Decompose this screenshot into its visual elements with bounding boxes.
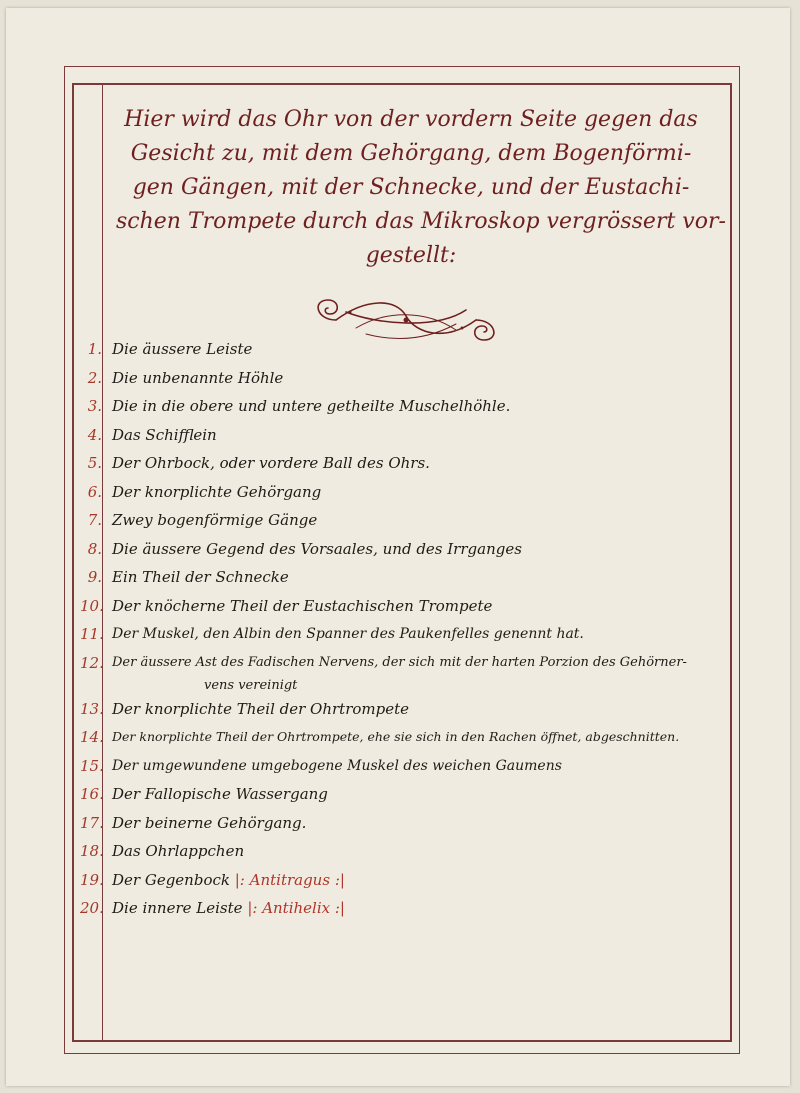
item-number: 13. — [80, 699, 104, 718]
list-item — [80, 620, 720, 649]
list-item — [80, 695, 720, 724]
item-text: Der knöcherne Theil der Eustachischen Trompete — [112, 596, 493, 615]
list-item — [80, 723, 720, 752]
item-number: 11. — [80, 625, 104, 643]
item-text — [112, 649, 687, 695]
list-item — [80, 563, 720, 592]
list-item — [80, 364, 720, 393]
list-item — [80, 649, 720, 695]
list-item — [80, 335, 720, 364]
item-text-continuation: vens vereinigt — [204, 677, 298, 693]
item-number: 10. — [80, 596, 104, 615]
item-text: Die äussere Gegend des Vorsaales, und des Irrganges — [112, 539, 522, 558]
item-number: 20. — [80, 899, 104, 917]
item-number: 4. — [87, 425, 102, 444]
item-text — [112, 894, 345, 922]
list-item — [80, 837, 720, 866]
item-number: 16. — [80, 785, 104, 803]
list-item — [80, 478, 720, 507]
item-latin-note: |: Antitragus :| — [234, 870, 345, 889]
list-item — [80, 449, 720, 478]
list-item — [80, 894, 720, 923]
list-item — [80, 780, 720, 809]
list-item — [80, 421, 720, 450]
item-number: 17. — [80, 813, 104, 832]
list-item — [80, 535, 720, 564]
item-text: Der beinerne Gehörgang. — [112, 813, 307, 832]
item-text: Der knorplichte Theil der Ohrtrompete — [112, 699, 410, 718]
item-text: Zwey bogenförmige Gänge — [112, 511, 318, 529]
item-number: 5. — [87, 454, 102, 472]
item-number: 8. — [87, 539, 102, 558]
item-number: 1. — [87, 340, 102, 358]
item-number: 3. — [87, 397, 102, 415]
title-line: gen Gängen, mit der Schnecke, und der Eustachi- — [132, 175, 690, 200]
item-label: Der Gegenbock — [112, 870, 230, 889]
item-text: Der Ohrbock, oder vordere Ball des Ohrs. — [112, 454, 430, 472]
title-line: schen Trompete durch das Mikroskop vergrössert vor- — [116, 209, 726, 234]
title-line: gestellt: — [365, 243, 457, 268]
list-item — [80, 506, 720, 535]
item-number: 12. — [80, 653, 104, 672]
item-number: 9. — [87, 568, 102, 586]
item-number: 19. — [80, 870, 104, 889]
page-title — [116, 103, 726, 273]
item-number: 14. — [80, 728, 104, 746]
item-text: Ein Theil der Schnecke — [112, 568, 289, 586]
item-text: Der Muskel, den Albin den Spanner des Paukenfelles genennt hat. — [112, 626, 584, 642]
item-text-line: Der äussere Ast des Fadischen Nervens, der sich mit der harten Porzion des Gehörner- — [112, 654, 687, 670]
list-item — [80, 866, 720, 895]
item-text: Der umgewundene umgebogene Muskel des weichen Gaumens — [112, 757, 562, 774]
item-text: Die unbenannte Höhle — [112, 368, 284, 387]
legend-list — [80, 335, 720, 923]
item-text: Der knorplichte Theil der Ohrtrompete, ehe sie sich in den Rachen öffnet, abgeschnitten. — [112, 729, 680, 744]
list-item — [80, 592, 720, 621]
list-item — [80, 752, 720, 781]
item-number: 2. — [87, 368, 102, 387]
item-text: Die äussere Leiste — [112, 340, 253, 358]
item-label: Die innere Leiste — [112, 899, 243, 917]
title-line: Hier wird das Ohr von der vordern Seite gegen das — [124, 107, 698, 132]
item-text: Der knorplichte Gehörgang — [112, 482, 322, 501]
item-text: Der Fallopische Wassergang — [112, 785, 328, 803]
item-text: Die in die obere und untere getheilte Muschelhöhle. — [112, 397, 511, 415]
list-item — [80, 809, 720, 838]
item-number: 7. — [87, 511, 102, 529]
item-number: 6. — [87, 482, 102, 501]
manuscript-page — [6, 8, 790, 1086]
item-number: 18. — [80, 842, 104, 860]
title-line: Gesicht zu, mit dem Gehörgang, dem Bogenförmi- — [130, 141, 692, 166]
item-latin-note: |: Antihelix :| — [247, 899, 345, 917]
item-text: Das Schifflein — [112, 425, 217, 444]
item-text: Das Ohrlappchen — [112, 842, 245, 860]
item-text — [112, 866, 345, 894]
item-number: 15. — [80, 756, 104, 775]
list-item — [80, 392, 720, 421]
